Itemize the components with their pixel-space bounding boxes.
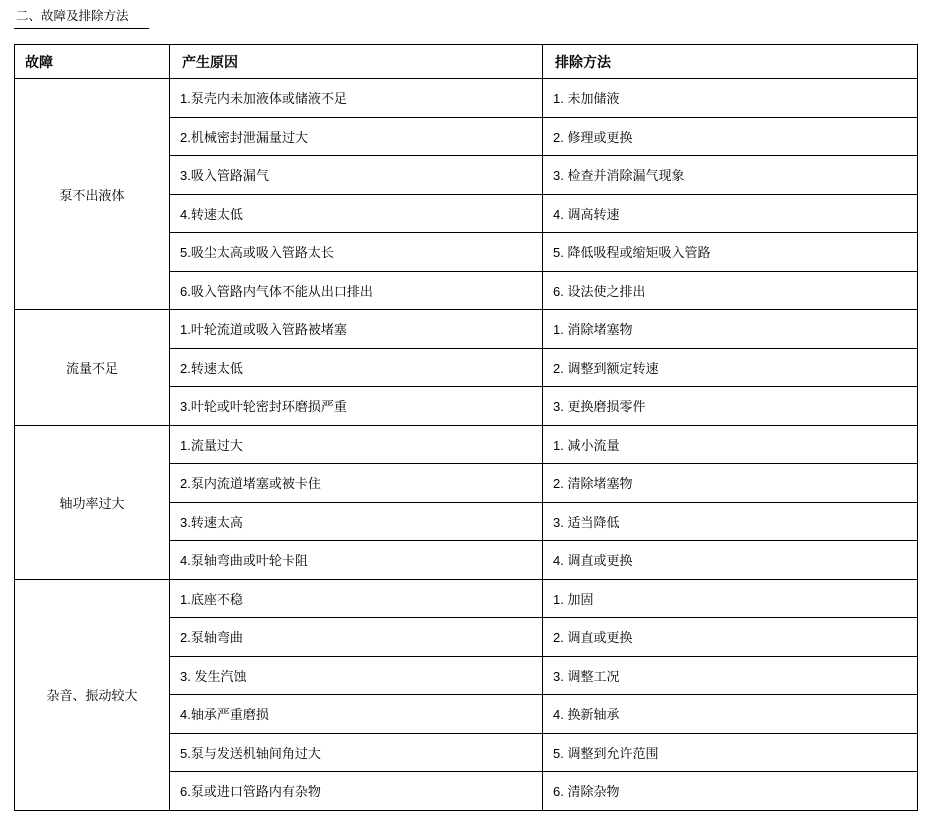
cause-cell: 2.机械密封泄漏量过大 [170, 117, 543, 156]
cause-cell: 1.泵壳内未加液体或储液不足 [170, 79, 543, 118]
fault-group-label: 流量不足 [15, 310, 170, 426]
column-header-fault: 故障 [15, 45, 170, 79]
table-header [15, 45, 918, 79]
remedy-cell: 3. 更换磨损零件 [543, 387, 918, 426]
remedy-cell: 4. 调高转速 [543, 194, 918, 233]
remedy-cell: 3. 调整工况 [543, 656, 918, 695]
remedy-cell: 2. 修理或更换 [543, 117, 918, 156]
remedy-cell: 5. 调整到允许范围 [543, 733, 918, 772]
cause-cell: 3.叶轮或叶轮密封环磨损严重 [170, 387, 543, 426]
table-row [15, 579, 918, 618]
cause-cell: 1.叶轮流道或吸入管路被堵塞 [170, 310, 543, 349]
remedy-cell: 4. 调直或更换 [543, 541, 918, 580]
cause-cell: 1.流量过大 [170, 425, 543, 464]
remedy-cell: 5. 降低吸程或缩矩吸入管路 [543, 233, 918, 272]
cause-cell: 4.泵轴弯曲或叶轮卡阻 [170, 541, 543, 580]
column-header-cause: 产生原因 [170, 45, 543, 79]
remedy-cell: 3. 检查并消除漏气现象 [543, 156, 918, 195]
cause-cell: 4.转速太低 [170, 194, 543, 233]
remedy-cell: 4. 换新轴承 [543, 695, 918, 734]
table-row [15, 310, 918, 349]
remedy-cell: 1. 减小流量 [543, 425, 918, 464]
table-header-row [15, 45, 918, 79]
cause-cell: 3.吸入管路漏气 [170, 156, 543, 195]
column-header-remedy: 排除方法 [543, 45, 918, 79]
cause-cell: 2.泵轴弯曲 [170, 618, 543, 657]
cause-cell: 5.泵与发送机轴间角过大 [170, 733, 543, 772]
cause-cell: 1.底座不稳 [170, 579, 543, 618]
cause-cell: 6.吸入管路内气体不能从出口排出 [170, 271, 543, 310]
remedy-cell: 6. 清除杂物 [543, 772, 918, 811]
fault-group-label: 泵不出液体 [15, 79, 170, 310]
cause-cell: 4.轴承严重磨损 [170, 695, 543, 734]
remedy-cell: 2. 调直或更换 [543, 618, 918, 657]
table-body [15, 79, 918, 811]
fault-group-label: 杂音、振动较大 [15, 579, 170, 810]
cause-cell: 2.泵内流道堵塞或被卡住 [170, 464, 543, 503]
remedy-cell: 2. 调整到额定转速 [543, 348, 918, 387]
cause-cell: 3.转速太高 [170, 502, 543, 541]
table-row [15, 425, 918, 464]
fault-group-label: 轴功率过大 [15, 425, 170, 579]
table-row [15, 79, 918, 118]
cause-cell: 2.转速太低 [170, 348, 543, 387]
remedy-cell: 3. 适当降低 [543, 502, 918, 541]
remedy-cell: 2. 清除堵塞物 [543, 464, 918, 503]
cause-cell: 6.泵或进口管路内有杂物 [170, 772, 543, 811]
remedy-cell: 1. 加固 [543, 579, 918, 618]
heading-underline [14, 28, 149, 29]
cause-cell: 5.吸尘太高或吸入管路太长 [170, 233, 543, 272]
fault-troubleshooting-table [14, 44, 918, 811]
remedy-cell: 1. 未加储液 [543, 79, 918, 118]
remedy-cell: 6. 设法使之排出 [543, 271, 918, 310]
section-heading: 二、故障及排除方法 [16, 9, 129, 23]
remedy-cell: 1. 消除堵塞物 [543, 310, 918, 349]
cause-cell: 3. 发生汽蚀 [170, 656, 543, 695]
